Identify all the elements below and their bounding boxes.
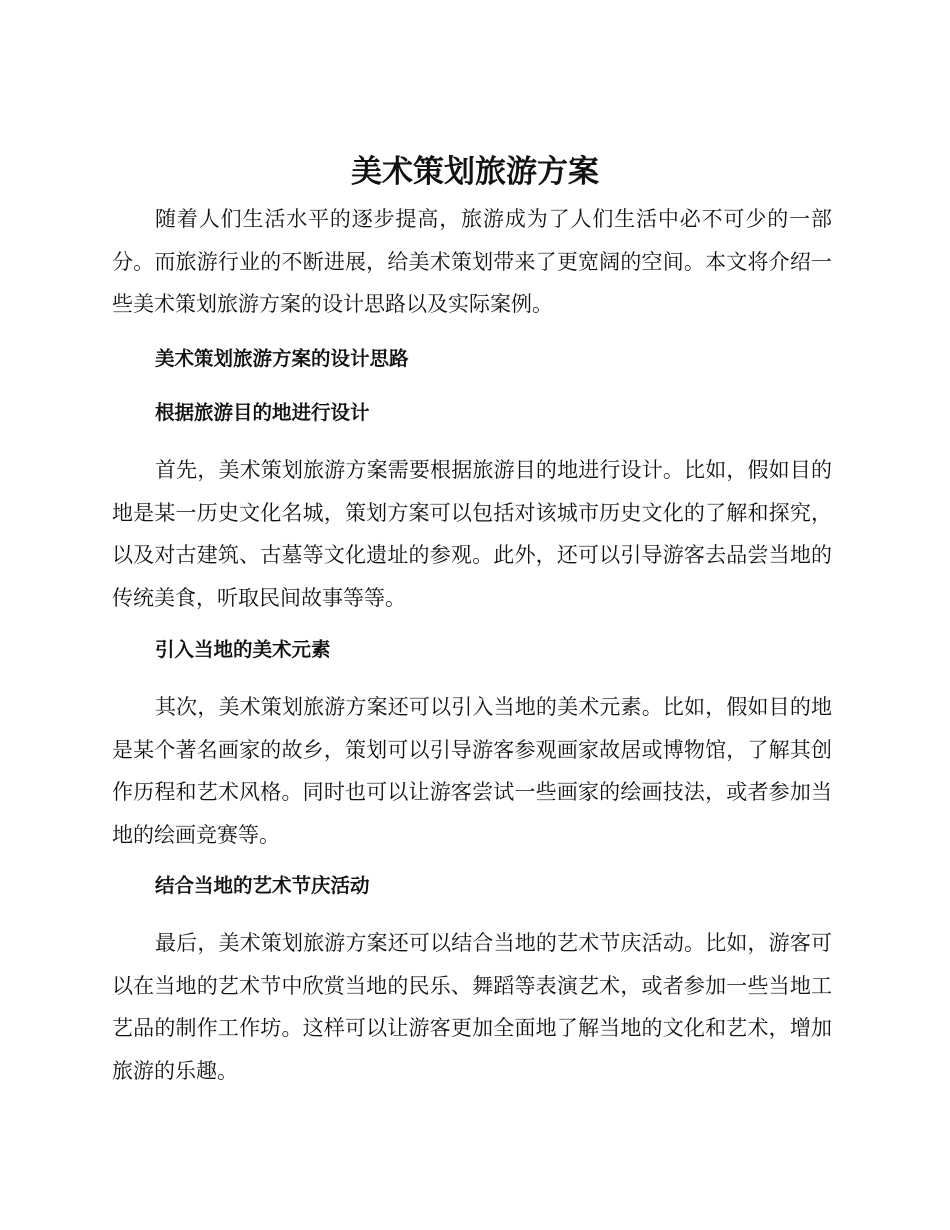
intro-paragraph: 随着人们生活水平的逐步提高，旅游成为了人们生活中必不可少的一部分。而旅游行业的不断进展，给美术策划带来了更宽阔的空间。本文将介绍一些美术策划旅游方案的设计思路以及实际案例。: [112, 207, 832, 316]
section-heading-design-ideas: 美术策划旅游方案的设计思路: [155, 347, 409, 370]
section-heading-local-art: 引入当地的美术元素: [155, 638, 331, 661]
section-heading-destination: 根据旅游目的地进行设计: [155, 401, 370, 424]
section-heading-festival: 结合当地的艺术节庆活动: [155, 874, 370, 897]
destination-paragraph: 首先，美术策划旅游方案需要根据旅游目的地进行设计。比如，假如目的地是某一历史文化名城，策划方案可以包括对该城市历史文化的了解和探究，以及对古建筑、古墓等文化遗址的参观。此外，还可以引导游客去品尝当地的传统美食，听取民间故事等等。: [112, 458, 832, 610]
local-art-paragraph: 其次，美术策划旅游方案还可以引入当地的美术元素。比如，假如目的地是某个著名画家的故乡，策划可以引导游客参观画家故居或博物馆，了解其创作历程和艺术风格。同时也可以让游客尝试一些画家的绘画技法，或者参加当地的绘画竞赛等。: [112, 695, 832, 847]
document-title: 美术策划旅游方案: [351, 154, 599, 190]
festival-paragraph: 最后，美术策划旅游方案还可以结合当地的艺术节庆活动。比如，游客可以在当地的艺术节中欣赏当地的民乐、舞蹈等表演艺术，或者参加一些当地工艺品的制作工作坊。这样可以让游客更加全面地了解当地的文化和艺术，增加旅游的乐趣。: [112, 931, 832, 1083]
